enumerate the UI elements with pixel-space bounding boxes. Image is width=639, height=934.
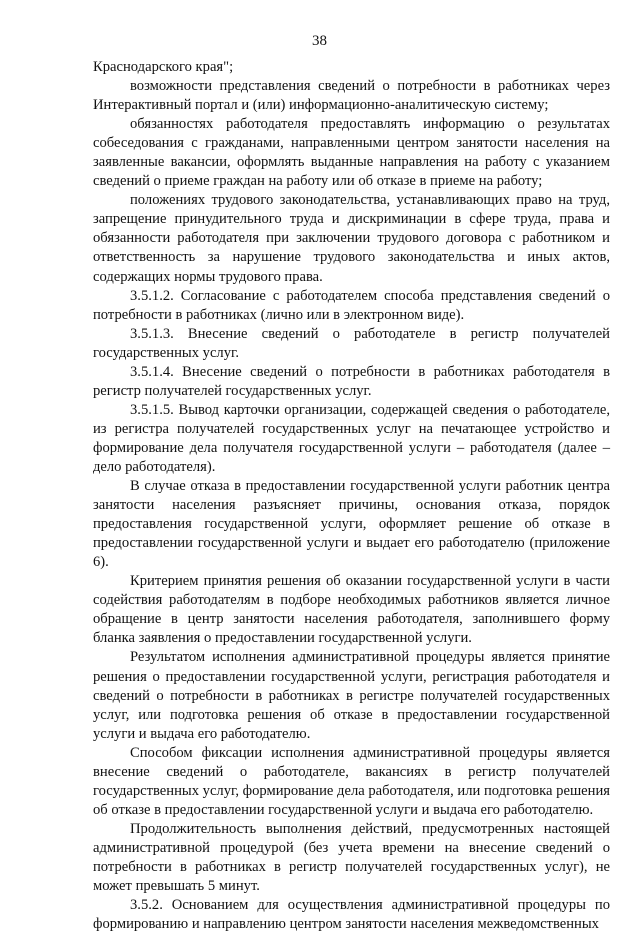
paragraph: 3.5.1.3. Внесение сведений о работодателе в регистр получателей государственных услуг. <box>93 325 610 361</box>
document-body <box>93 58 610 934</box>
paragraph: Краснодарского края"; <box>93 59 234 75</box>
paragraph: 3.5.1.4. Внесение сведений о потребности в работниках работодателя в регистр получателей государственных услуг. <box>93 363 610 399</box>
paragraph: Критерием принятия решения об оказании государственной услуги в части содействия работодателям в подборе необходимых работников является личное обращение в центр занятости населения работодателя, заполнившего форму бланка заявления о предоставлении государственной услуги. <box>93 573 610 647</box>
paragraph: положениях трудового законодательства, устанавливающих право на труд, запрещение принудительного труда и дискриминации в сфере труда, права и обязанности работодателя при заключении трудового договора с работником и ответственность за нарушение трудового законодательства и иных актов, содержащих нормы трудового права. <box>93 192 610 285</box>
paragraph: В случае отказа в предоставлении государственной услуги работник центра занятости населения разъясняет причины, основания отказа, порядок предоставления государственной услуги, оформляет решение об отказе в предоставлении государственной услуги и выдает его работодателю (приложение 6). <box>93 478 610 571</box>
paragraph: Продолжительность выполнения действий, предусмотренных настоящей административной процедурой (без учета времени на внесение сведений о потребности в работниках в регистр получателей государственных услуг), не может превышать 5 минут. <box>93 820 610 895</box>
paragraph: 3.5.2. Основанием для осуществления административной процедуры по формированию и направлению центром занятости населения межведомственных <box>93 897 610 933</box>
paragraph: Результатом исполнения административной процедуры является принятие решения о предоставлении государственной услуги, регистрация работодателя и сведений о потребности в работниках в регистре получателей государственных услуг, или подготовка решения об отказе в предоставлении государственной услуги и выдача его работодателю. <box>93 649 610 742</box>
paragraph: 3.5.1.5. Вывод карточки организации, содержащей сведения о работодателе, из регистра получателей государственных услуг на печатающее устройство и формирование дела получателя государственной услуги – работодателя (далее – дело работодателя). <box>93 401 610 475</box>
paragraph: 3.5.1.2. Согласование с работодателем способа представления сведений о потребности в работниках (лично или в электронном виде). <box>93 287 610 323</box>
page-number: 38 <box>312 33 327 49</box>
paragraph: обязанностях работодателя предоставлять информацию о результатах собеседования с гражданами, направленными центром занятости населения на заявленные вакансии, оформлять выданные направления на работу с указанием сведений о приеме граждан на работу или об отказе в приеме на работу; <box>93 116 610 190</box>
paragraph: возможности представления сведений о потребности в работниках через Интерактивный портал и (или) информационно-аналитическую систему; <box>93 78 610 114</box>
paragraph: Способом фиксации исполнения административной процедуры является внесение сведений о работодателе, вакансиях в регистр получателей государственных услуг, формирование дела работодателя, или подготовка решения об отказе в предоставлении государственной услуги и выдача его работодателю. <box>93 744 610 818</box>
